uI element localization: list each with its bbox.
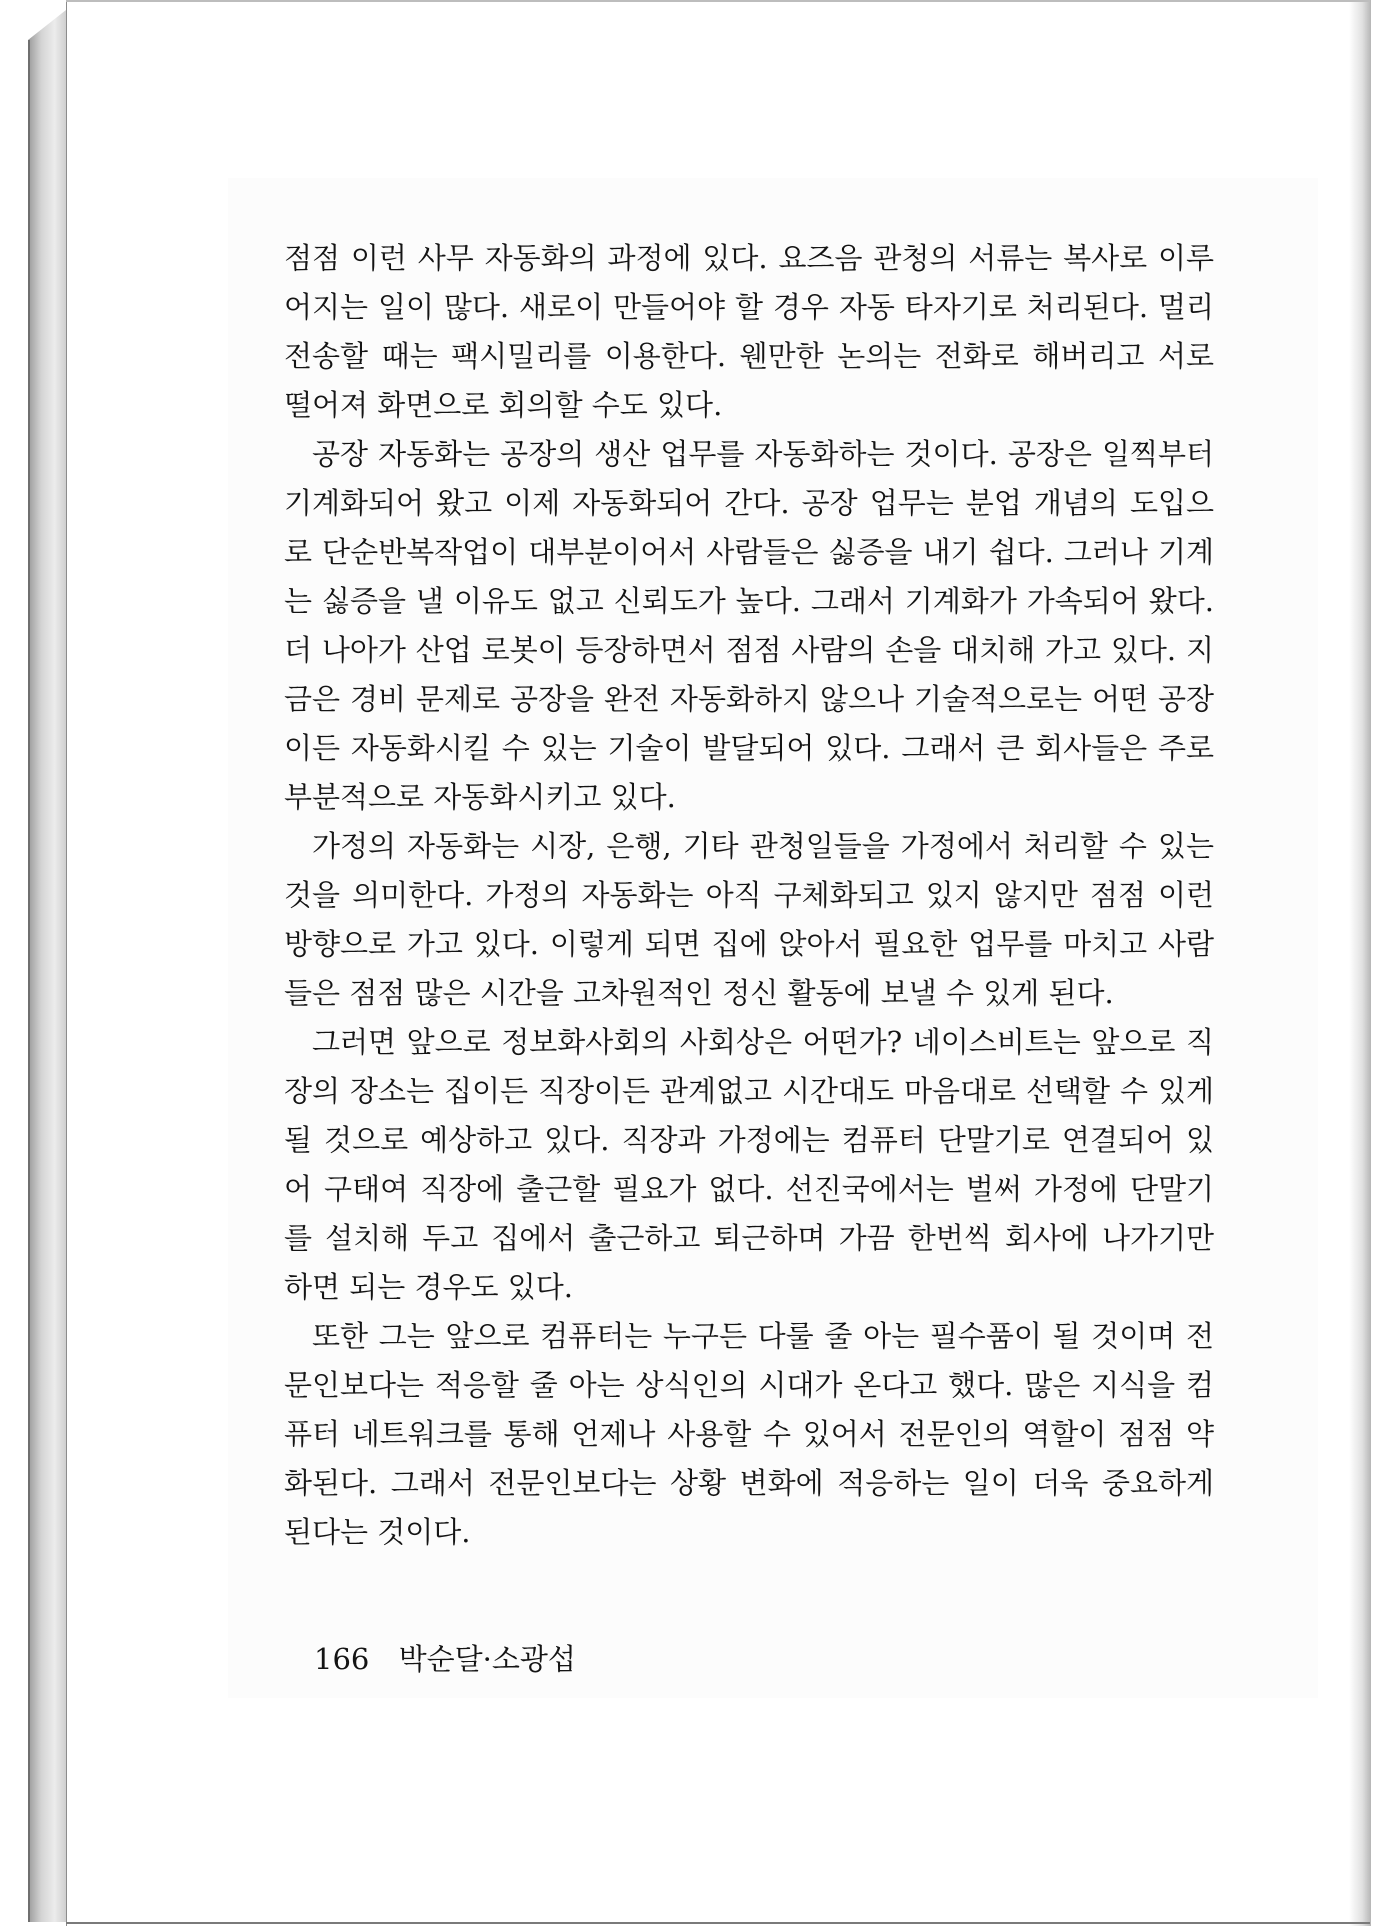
page-shadow <box>1349 0 1371 1926</box>
spine-edge <box>28 40 30 1922</box>
page-top-border <box>66 0 1370 2</box>
author-names: 박순달·소광섭 <box>398 1642 576 1676</box>
paragraph-office-automation: 점점 이런 사무 자동화의 과정에 있다. 요즈음 관청의 서류는 복사로 이루어지는 일이 많다. 새로이 만들어야 할 경우 자동 타자기로 처리된다. 멀리 전송할 때는 팩시밀리를 이용한다. 웬만한 논의는 전화로 해버리고 서로 떨어져 화면으로 회의할 수도 있다. <box>284 241 1214 422</box>
body-text <box>284 234 1214 1557</box>
page-number: 166 <box>314 1642 370 1676</box>
paragraph-factory-automation: 공장 자동화는 공장의 생산 업무를 자동화하는 것이다. 공장은 일찍부터 기계화되어 왔고 이제 자동화되어 간다. 공장 업무는 분업 개념의 도입으로 단순반복작업이 대부분이어서 사람들은 싫증을 내기 쉽다. 그러나 기계는 싫증을 낼 이유도 없고 신뢰도가 높다. 그래서 기계화가 가속되어 왔다. 더 나아가 산업 로봇이 등장하면서 점점 사람의 손을 대치해 가고 있다. 지금은 경비 문제로 공장을 완전 자동화하지 않으나 기술적으로는 어떤 공장이든 자동화시킬 수 있는 기술이 발달되어 있다. 그래서 큰 회사들은 주로 부분적으로 자동화시키고 있다. <box>284 437 1214 814</box>
paragraph-information-society: 그러면 앞으로 정보화사회의 사회상은 어떤가? 네이스비트는 앞으로 직장의 장소는 집이든 직장이든 관계없고 시간대도 마음대로 선택할 수 있게 될 것으로 예상하고 있다. 직장과 가정에는 컴퓨터 단말기로 연결되어 있어 구태여 직장에 출근할 필요가 없다. 선진국에서는 벌써 가정에 단말기를 설치해 두고 집에서 출근하고 퇴근하며 가끔 한번씩 회사에 나가기만 하면 되는 경우도 있다. <box>284 1025 1214 1304</box>
page-footer <box>314 1637 576 1678</box>
paragraph-common-sense-era: 또한 그는 앞으로 컴퓨터는 누구든 다룰 줄 아는 필수품이 될 것이며 전문인보다는 적응할 줄 아는 상식인의 시대가 온다고 했다. 많은 지식을 컴퓨터 네트워크를 통해 언제나 사용할 수 있어서 전문인의 역할이 점점 약화된다. 그래서 전문인보다는 상황 변화에 적응하는 일이 더욱 중요하게 된다는 것이다. <box>284 1319 1214 1549</box>
book-spine <box>28 10 66 1922</box>
page-bottom-border <box>66 1922 1370 1924</box>
paragraph-home-automation: 가정의 자동화는 시장, 은행, 기타 관청일들을 가정에서 처리할 수 있는 것을 의미한다. 가정의 자동화는 아직 구체화되고 있지 않지만 점점 이런 방향으로 가고 있다. 이렇게 되면 집에 앉아서 필요한 업무를 마치고 사람들은 점점 많은 시간을 고차원적인 정신 활동에 보낼 수 있게 된다. <box>284 829 1214 1010</box>
